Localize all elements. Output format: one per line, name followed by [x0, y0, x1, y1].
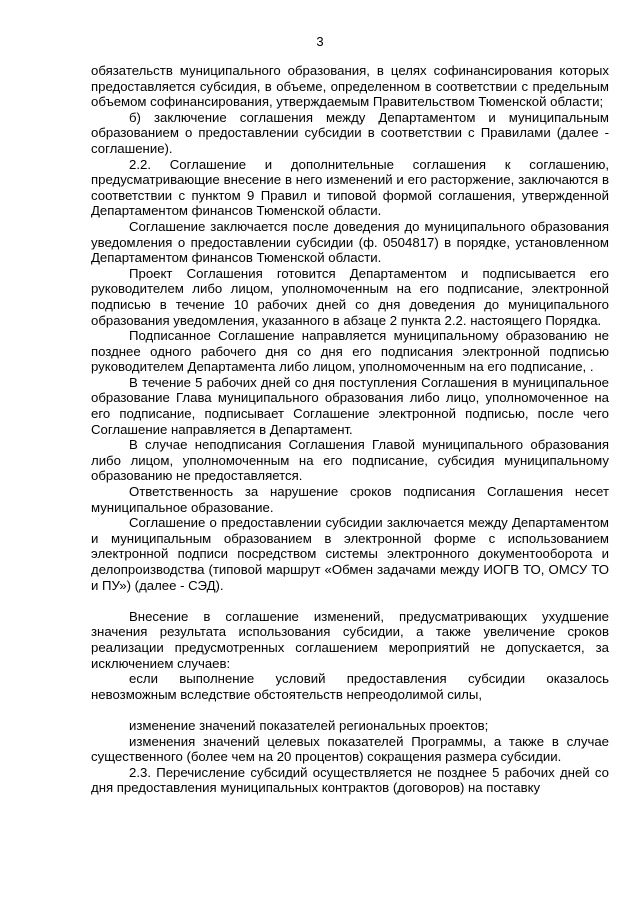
document-body — [91, 63, 609, 796]
paragraph: Ответственность за нарушение сроков подписания Соглашения несет муниципальное образование. — [91, 484, 609, 515]
page-number: 3 — [316, 34, 324, 49]
paragraph: изменения значений целевых показателей Программы, а также в случае существенного (более чем на 20 процентов) сокращения размера субсидии. — [91, 733, 609, 765]
paragraph: б) заключение соглашения между Департаментом и муниципальным образованием о предоставлении субсидии в соответствии с Правилами (далее - соглашение). — [91, 109, 609, 156]
paragraph: В случае неподписания Соглашения Главой муниципального образования либо лицом, уполномоченным на его подписание, субсидия муниципальному образованию не предоставляется. — [91, 437, 609, 484]
paragraph: 2.2. Соглашение и дополнительные соглашения к соглашению, предусматривающие внесение в него изменений и его расторжение, заключаются в соответствии с пунктом 9 Правил и типовой формой соглашения, утвержденной Департаментом финансов Тюменской области. — [91, 156, 609, 219]
paragraph: если выполнение условий предоставления субсидии оказалось невозможным вследствие обстоятельств непреодолимой силы, — [91, 671, 609, 702]
paragraph-gap — [91, 593, 609, 609]
paragraph: 2.3. Перечисление субсидий осуществляется не позднее 5 рабочих дней со дня предоставления муниципальных контрактов (договоров) на поставку — [91, 764, 609, 796]
paragraph: Внесение в соглашение изменений, предусматривающих ухудшение значения результата использования субсидии, а также увеличение сроков реализации предусмотренных соглашением мероприятий не допускается, за исключением случаев: — [91, 608, 609, 671]
paragraph-gap — [91, 702, 609, 718]
paragraph: Соглашение о предоставлении субсидии заключается между Департаментом и муниципальным образованием в электронной форме с использованием электронной подписи посредством системы электронного документооборота и делопроизводства (типовой маршрут «Обмен задачами между ИОГВ ТО, ОМСУ ТО и ПУ») (далее - СЭД). — [91, 515, 609, 593]
paragraph: Подписанное Соглашение направляется муниципальному образованию не позднее одного рабочего дня со дня его подписания электронной подписью руководителем Департамента либо лицом, уполномоченным на его подписание, . — [91, 328, 609, 375]
paragraph: обязательств муниципального образования, в целях софинансирования которых предоставляется субсидия, в объеме, определенном в соответствии с предельным объемом софинансирования, утверждаемым Правительством Тюменской области; — [91, 63, 609, 110]
paragraph: В течение 5 рабочих дней со дня поступления Соглашения в муниципальное образование Глава муниципального образования либо лицо, уполномоченное на его подписание, подписывает Соглашение электронной подписью, после чего Соглашение направляется в Департамент. — [91, 374, 609, 437]
paragraph: Соглашение заключается после доведения до муниципального образования уведомления о предоставлении субсидии (ф. 0504817) в порядке, установленном Департаментом финансов Тюменской области. — [91, 218, 609, 266]
paragraph: Проект Соглашения готовится Департаментом и подписывается его руководителем либо лицом, уполномоченным на его подписание, электронной подписью в течение 10 рабочих дней со дня доведения до муниципального образования уведомления, указанного в абзаце 2 пункта 2.2. настоящего Порядка. — [91, 265, 609, 328]
paragraph: изменение значений показателей региональных проектов; — [129, 717, 489, 733]
